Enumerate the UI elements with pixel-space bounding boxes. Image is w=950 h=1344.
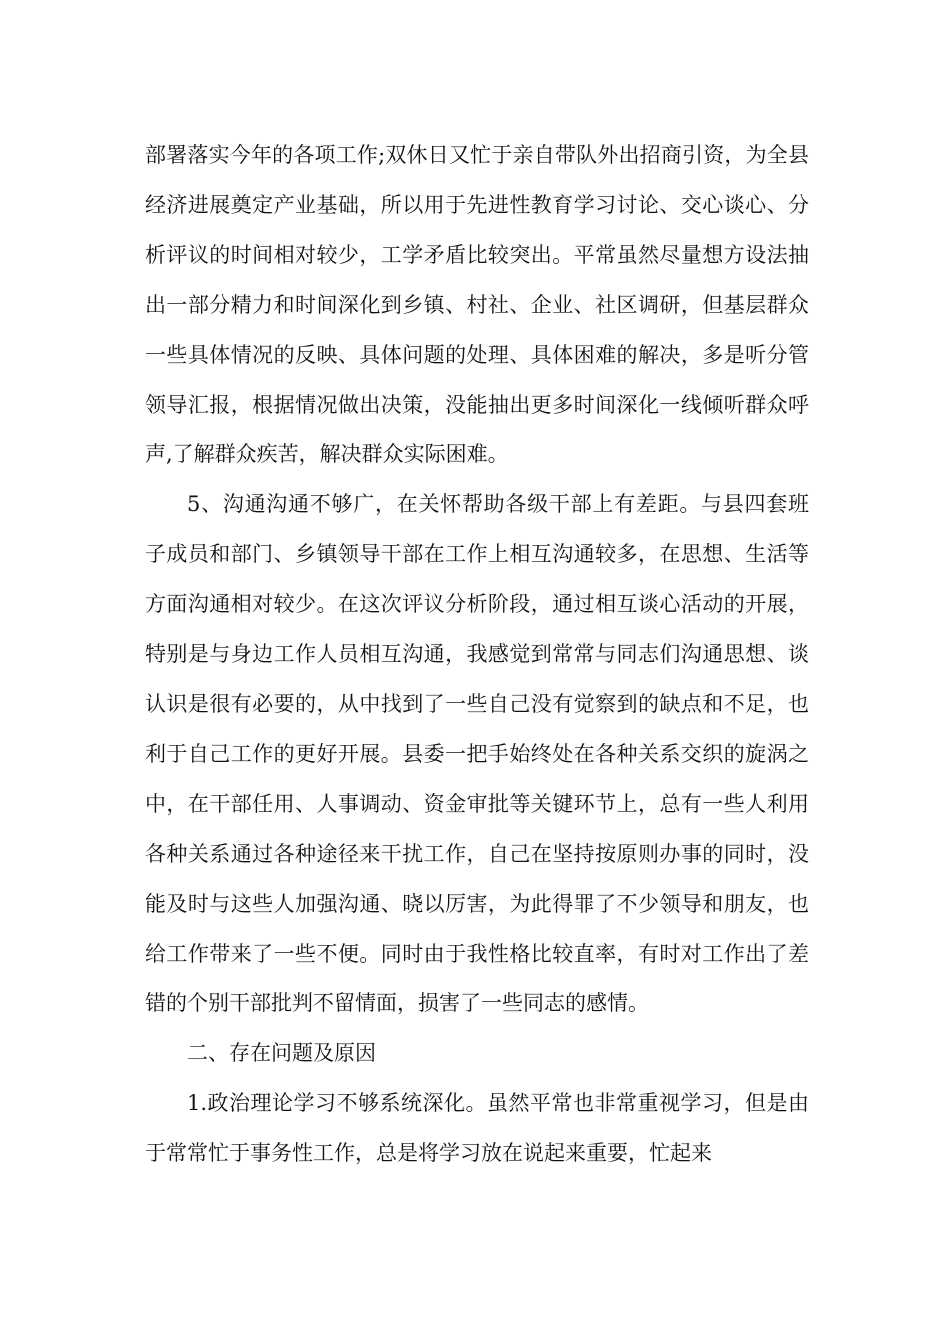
document-body <box>145 131 809 1179</box>
paragraph-theory-study: 1.政治理论学习不够系统深化。虽然平常也非常重视学习，但是由于常常忙于事务性工作，总是将学习放在说起来重要，忙起来 <box>145 1091 809 1166</box>
section-heading-problems: 二、存在问题及原因 <box>187 1041 376 1066</box>
paragraph-work-conflict: 部署落实今年的各项工作;双休日又忙于亲自带队外出招商引资，为全县经济进展奠定产业基础，所以用于先进性教育学习讨论、交心谈心、分析评议的时间相对较少，工学矛盾比较突出。平常虽然尽量想方设法抽出一部分精力和时间深化到乡镇、村社、企业、社区调研，但基层群众一些具体情况的反映、具体问题的处理、具体困难的解决，多是听分管领导汇报，根据情况做出决策，没能抽出更多时间深化一线倾听群众呼声,了解群众疾苦，解决群众实际困难。 <box>145 143 809 467</box>
paragraph-communication: 5、沟通沟通不够广，在关怀帮助各级干部上有差距。与县四套班子成员和部门、乡镇领导干部在工作上相互沟通较多，在思想、生活等方面沟通相对较少。在这次评议分析阶段，通过相互谈心活动的开展，特别是与身边工作人员相互沟通，我感觉到常常与同志们沟通思想、谈认识是很有必要的，从中找到了一些自己没有觉察到的缺点和不足，也利于自己工作的更好开展。县委一把手始终处在各种关系交织的旋涡之中，在干部任用、人事调动、资金审批等关键环节上，总有一些人利用各种关系通过各种途径来干扰工作，自己在坚持按原则办事的同时，没能及时与这些人加强沟通、晓以厉害，为此得罪了不少领导和朋友，也给工作带来了一些不便。同时由于我性格比较直率，有时对工作出了差错的个别干部批判不留情面，损害了一些同志的感情。 <box>145 492 809 1016</box>
